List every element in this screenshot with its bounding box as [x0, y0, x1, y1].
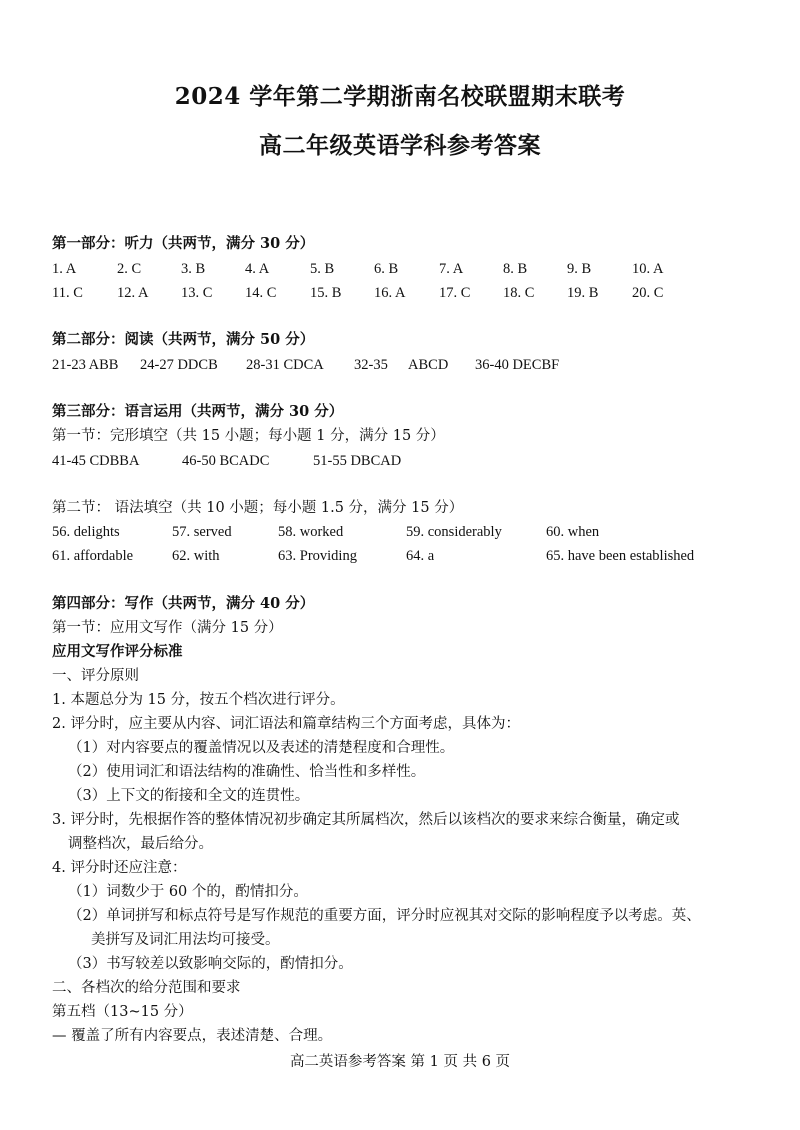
principle-4: 4. 评分时还应注意：: [52, 860, 187, 876]
answer-item: 14. C: [245, 285, 277, 301]
answer-item: 2. C: [117, 261, 142, 277]
level-5-item: — 覆盖了所有内容要点，表述清楚、合理。: [52, 1028, 333, 1044]
answer-item: 61. affordable: [52, 548, 134, 564]
page-footer: 高二英语参考答案 第 1 页 共 6 页: [289, 1054, 511, 1070]
answer-item: 4. A: [245, 261, 270, 277]
answer-item: 64. a: [406, 548, 435, 564]
answer-item: 51-55 DBCAD: [313, 453, 402, 469]
answer-item: 65. have been established: [546, 548, 695, 564]
answer-item: 6. B: [374, 261, 399, 277]
answer-item: 5. B: [310, 261, 335, 277]
answer-item: 10. A: [632, 261, 664, 277]
part3-section1-heading: 第一节：完形填空（共 15 小题；每小题 1 分，满分 15 分）: [52, 428, 445, 444]
answer-item: 59. considerably: [406, 524, 502, 540]
part3-heading: 第三部分：语言运用（共两节，满分 30 分）: [52, 403, 344, 420]
answer-item: 57. served: [172, 524, 232, 540]
answer-item: 16. A: [374, 285, 406, 301]
answer-item: 36-40 DECBF: [475, 357, 560, 373]
principle-1: 1. 本题总分为 15 分，按五个档次进行评分。: [52, 692, 345, 708]
answer-item: 3. B: [181, 261, 206, 277]
answer-item: 19. B: [567, 285, 599, 301]
answer-item: 11. C: [52, 285, 83, 301]
answer-item: 62. with: [172, 548, 220, 564]
principle-2-item-3: （3）上下文的衔接和全文的连贯性。: [68, 788, 310, 804]
answer-item: 13. C: [181, 285, 213, 301]
level-5-heading: 第五档（13~15 分）: [52, 1004, 193, 1020]
answer-item: 32-35: [354, 357, 388, 373]
answer-item: 21-23 ABB: [52, 357, 119, 373]
answer-item: 15. B: [310, 285, 342, 301]
answer-item: 58. worked: [278, 524, 344, 540]
answer-item: 24-27 DDCB: [140, 357, 218, 373]
criteria-title: 应用文写作评分标准: [52, 643, 183, 660]
principle-3-continued: 调整档次，最后给分。: [68, 836, 213, 852]
principle-4-item-1: （1）词数少于 60 个的，酌情扣分。: [68, 884, 308, 900]
levels-heading: 二、各档次的给分范围和要求: [52, 980, 241, 996]
answer-item: 8. B: [503, 261, 528, 277]
principle-2-item-1: （1）对内容要点的覆盖情况以及表述的清楚程度和合理性。: [68, 740, 455, 756]
answer-item: 20. C: [632, 285, 664, 301]
answer-item: 56. delights: [52, 524, 120, 540]
answer-item: 12. A: [117, 285, 149, 301]
principles-heading: 一、评分原则: [52, 668, 139, 684]
principle-4-item-2-continued: 美拼写及词汇用法均可接受。: [91, 932, 280, 948]
answer-item: ABCD: [408, 357, 449, 373]
answer-item: 41-45 CDBBA: [52, 453, 140, 469]
answer-item: 17. C: [439, 285, 471, 301]
answer-item: 28-31 CDCA: [246, 357, 324, 373]
answer-item: 63. Providing: [278, 548, 357, 564]
answer-item: 1. A: [52, 261, 77, 277]
answer-item: 7. A: [439, 261, 464, 277]
exam-title: 2024 学年第二学期浙南名校联盟期末联考: [174, 83, 626, 110]
part4-section1-heading: 第一节：应用文写作（满分 15 分）: [52, 620, 283, 636]
part4-heading: 第四部分：写作（共两节，满分 40 分）: [52, 595, 315, 612]
answer-item: 46-50 BCADC: [182, 453, 270, 469]
exam-subtitle: 高二年级英语学科参考答案: [259, 132, 541, 159]
principle-2-item-2: （2）使用词汇和语法结构的准确性、恰当性和多样性。: [68, 764, 426, 780]
part1-heading: 第一部分：听力（共两节，满分 30 分）: [52, 235, 315, 252]
answer-item: 9. B: [567, 261, 592, 277]
answer-item: 60. when: [546, 524, 600, 540]
answer-item: 18. C: [503, 285, 535, 301]
part2-heading: 第二部分：阅读（共两节，满分 50 分）: [52, 331, 315, 348]
principle-4-item-2: （2）单词拼写和标点符号是写作规范的重要方面，评分时应视其对交际的影响程度予以考虑。英、: [68, 908, 701, 924]
part3-section2-heading: 第二节： 语法填空（共 10 小题；每小题 1.5 分，满分 15 分）: [52, 500, 464, 516]
principle-2: 2. 评分时，应主要从内容、词汇语法和篇章结构三个方面考虑，具体为：: [52, 716, 520, 732]
principle-3: 3. 评分时，先根据作答的整体情况初步确定其所属档次，然后以该档次的要求来综合衡量，确定或: [52, 812, 680, 828]
principle-4-item-3: （3）书写较差以致影响交际的，酌情扣分。: [68, 956, 353, 972]
